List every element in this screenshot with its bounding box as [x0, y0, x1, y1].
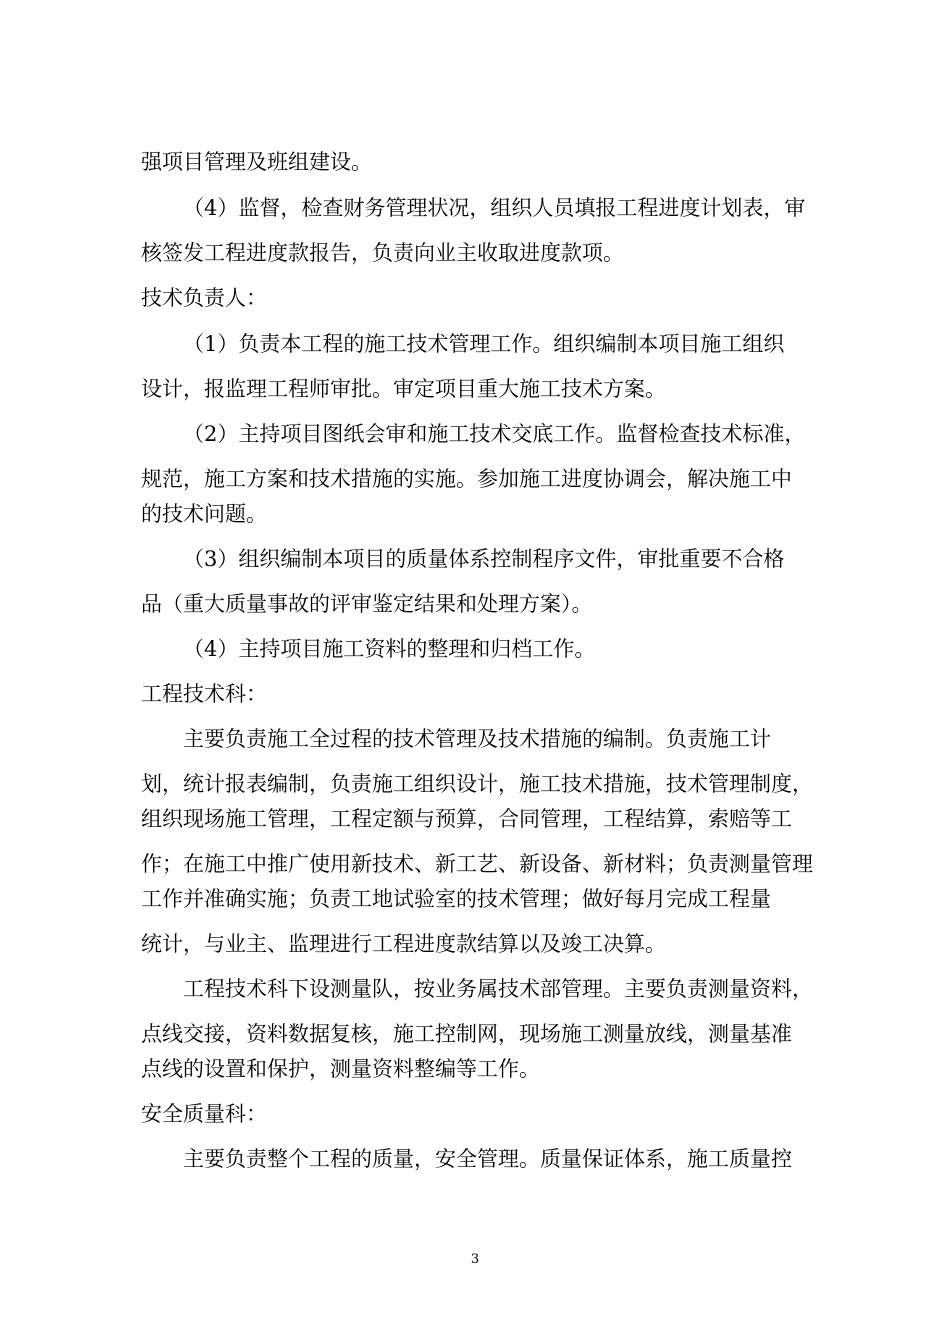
text-line-15: 划，统计报表编制，负责施工组织设计，施工技术措施，技术管理制度，: [141, 772, 813, 796]
section-heading-safety-quality: 安全质量科：: [141, 1102, 267, 1126]
text-line-2: （4）监督，检查财务管理状况，组织人员填报工程进度计划表，审: [183, 196, 806, 220]
text-line-24: 主要负责整个工程的质量，安全管理。质量保证体系，施工质量控: [183, 1147, 792, 1171]
text-line-1: 强项目管理及班组建设。: [141, 150, 372, 174]
text-line-11: 品（重大质量事故的评审鉴定结果和处理方案）。: [141, 592, 593, 616]
section-heading-tech-lead: 技术负责人：: [141, 286, 267, 310]
text-line-20: 工程技术科下设测量队，按业务属技术部管理。主要负责测量资料，: [183, 977, 813, 1001]
text-line-19: 统计，与业主、监理进行工程进度款结算以及竣工决算。: [141, 932, 666, 956]
text-line-12: （4）主持项目施工资料的整理和归档工作。: [183, 637, 596, 661]
text-line-16: 组织现场施工管理，工程定额与预算，合同管理，工程结算，索赔等工: [141, 807, 792, 831]
text-line-9: 的技术问题。: [141, 502, 267, 526]
text-line-6: 设计，报监理工程师审批。审定项目重大施工技术方案。: [141, 377, 666, 401]
text-line-3: 核签发工程进度款报告，负责向业主收取进度款项。: [141, 241, 624, 265]
text-line-7: （2）主持项目图纸会审和施工技术交底工作。监督检查技术标准，: [183, 422, 806, 446]
text-line-5: （1）负责本工程的施工技术管理工作。组织编制本项目施工组织: [183, 332, 785, 356]
text-line-10: （3）组织编制本项目的质量体系控制程序文件，审批重要不合格: [183, 547, 785, 571]
text-line-17: 作；在施工中推广使用新技术、新工艺、新设备、新材料；负责测量管理: [141, 852, 813, 876]
text-line-22: 点线的设置和保护，测量资料整编等工作。: [141, 1057, 540, 1081]
text-line-14: 主要负责施工全过程的技术管理及技术措施的编制。负责施工计: [183, 727, 771, 751]
section-heading-engineering-tech: 工程技术科：: [141, 682, 267, 706]
text-line-21: 点线交接，资料数据复核，施工控制网，现场施工测量放线，测量基准: [141, 1022, 792, 1046]
page-number: 3: [470, 1252, 480, 1267]
text-line-8: 规范，施工方案和技术措施的实施。参加施工进度协调会，解决施工中: [141, 467, 792, 491]
text-line-18: 工作并准确实施；负责工地试验室的技术管理；做好每月完成工程量: [141, 887, 771, 911]
